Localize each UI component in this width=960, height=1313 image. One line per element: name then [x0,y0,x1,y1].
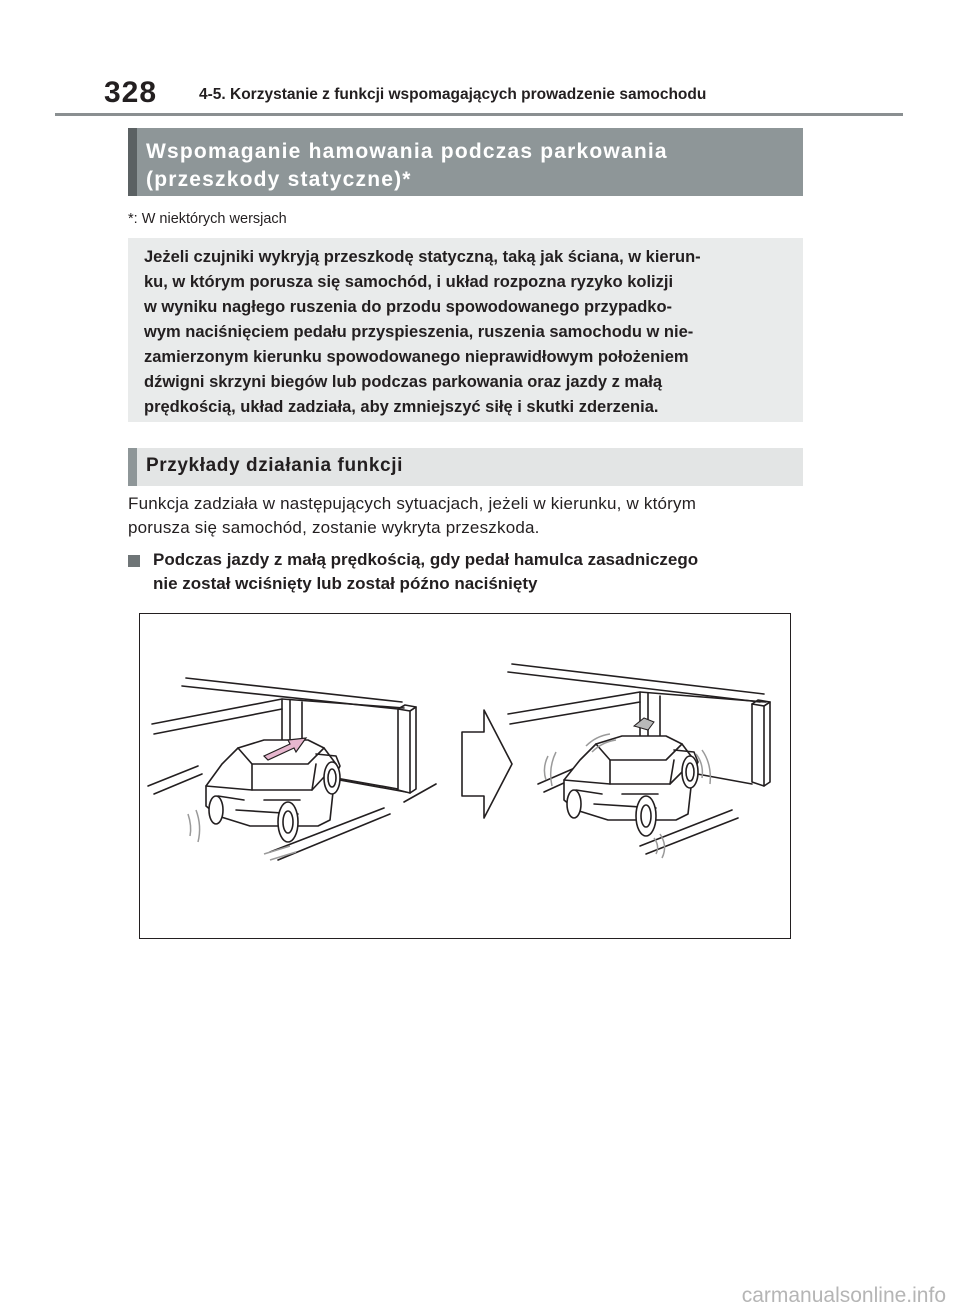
illustration-figure [139,613,791,939]
watermark: carmanualsonline.info [741,1284,946,1307]
version-note: *: W niektórych wersjach [128,211,287,227]
chapter-title: 4-5. Korzystanie z funkcji wspomagających prowadzenie samochodu [199,86,707,103]
page-number: 328 [104,76,158,109]
right-arrow-icon [462,710,512,818]
bullet-text: Podczas jazdy z małą prędkością, gdy pedał hamulca zasadniczego nie został wciśnięty lub został późno naciśnięty [153,550,699,593]
intro-paragraph: Funkcja zadziała w następujących sytuacjach, jeżeli w kierunku, w którym porusza się samochód, zostanie wykryta przeszkoda. [128,494,697,537]
summary-box: Jeżeli czujniki wykryją przeszkodę statyczną, taką jak ściana, w kierun- ku, w którym porusza się samochód, i układ rozpozna ryzyko kolizji w wyniku nagłego ruszenia do przodu spowodowanego przypadko- wym naciśnięciem pedału przyspieszenia, ruszenia samochodu w nie- zamierzonym kierunku spowodowanego nieprawidłowym położeniem dźwigni skrzyni biegów lub podczas parkowania oraz jazdy z małą prędkością, układ zadziała, aby zmniejszyć siłę i skutki zderzenia. [128,238,803,422]
header-divider [55,113,903,116]
bullet-square-icon [128,555,140,567]
stopped-arrow-icon [634,718,654,730]
section-heading-parking-brake-assist: Wspomaganie hamowania podczas parkowania (przeszkody statyczne)* [128,128,803,196]
section-heading-examples: Przykłady działania funkcji [128,448,803,486]
